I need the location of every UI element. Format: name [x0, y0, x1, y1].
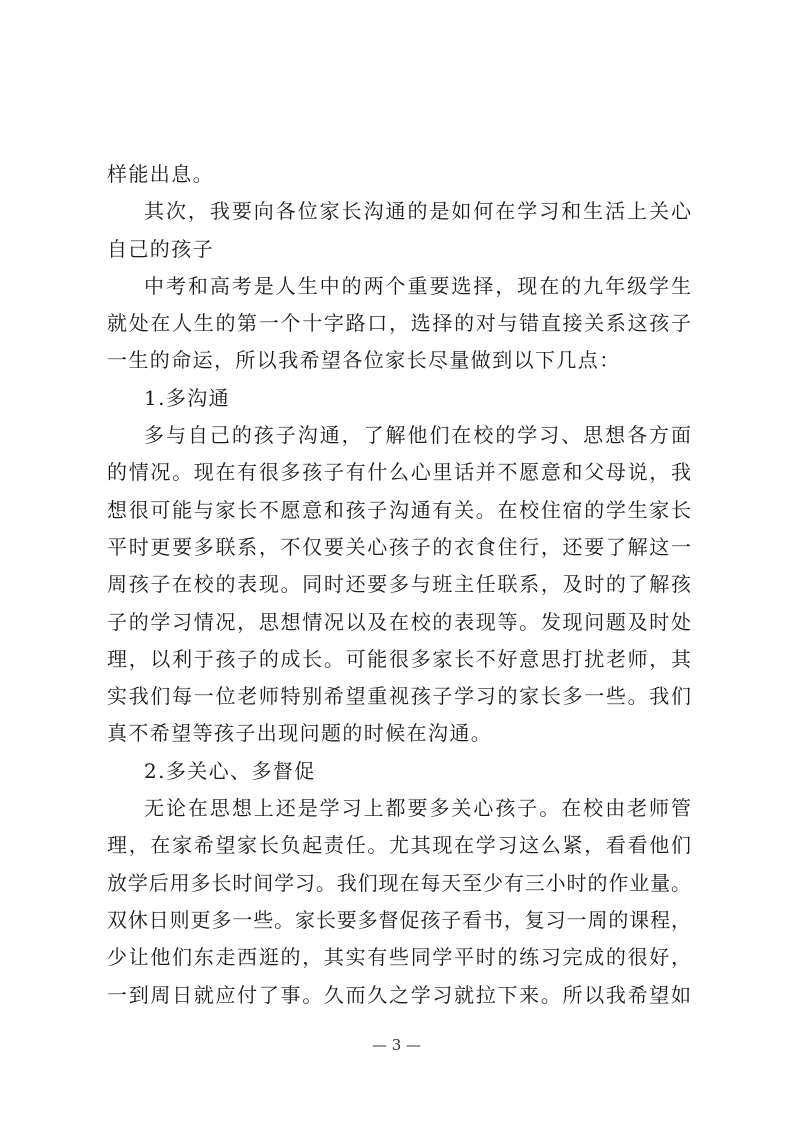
text-line: 双休日则更多一些。家长要多督促孩子看书，复习一周的课程，: [107, 907, 691, 932]
text-line: 一到周日就应付了事。久而久之学习就拉下来。所以我希望如: [107, 982, 691, 1007]
text-line: 多与自己的孩子沟通，了解他们在校的学习、思想各方面: [144, 423, 691, 448]
document-body: [107, 156, 691, 1014]
text-line: 真不希望等孩子出现问题的时候在沟通。: [107, 721, 493, 746]
text-line: 中考和高考是人生中的两个重要选择，现在的九年级学生: [144, 273, 691, 298]
section-heading: 1.多沟通: [144, 385, 231, 410]
text-line: 理，以利于孩子的成长。可能很多家长不好意思打扰老师，其: [107, 646, 691, 671]
text-line: 无论在思想上还是学习上都要多关心孩子。在校由老师管: [144, 796, 691, 821]
text-line: 其次，我要向各位家长沟通的是如何在学习和生活上关心: [144, 199, 691, 224]
page-number: — 3 —: [371, 1036, 422, 1054]
text-line: 想很可能与家长不愿意和孩子沟通有关。在校住宿的学生家长: [107, 497, 691, 522]
text-line: 平时更要多联系，不仅要关心孩子的衣食住行，还要了解这一: [107, 534, 691, 559]
text-line: 放学后用多长时间学习。我们现在每天至少有三小时的作业量。: [107, 870, 691, 895]
text-line: 一生的命运，所以我希望各位家长尽量做到以下几点：: [107, 348, 621, 373]
text-line: 子的学习情况，思想情况以及在校的表现等。发现问题及时处: [107, 609, 691, 634]
text-line: 就处在人生的第一个十字路口，选择的对与错直接关系这孩子: [107, 311, 691, 336]
text-line: 样能出息。: [107, 162, 214, 186]
section-heading: 2.多关心、多督促: [144, 758, 316, 783]
text-line: 自己的孩子: [107, 236, 214, 261]
text-line: 的情况。现在有很多孩子有什么心里话并不愿意和父母说，我: [107, 460, 691, 485]
text-line: 周孩子在校的表现。同时还要多与班主任联系，及时的了解孩: [107, 572, 691, 597]
text-line: 少让他们东走西逛的，其实有些同学平时的练习完成的很好，: [107, 945, 691, 970]
text-line: 实我们每一位老师特别希望重视孩子学习的家长多一些。我们: [107, 684, 691, 709]
text-line: 理，在家希望家长负起责任。尤其现在学习这么紧，看看他们: [107, 833, 691, 858]
